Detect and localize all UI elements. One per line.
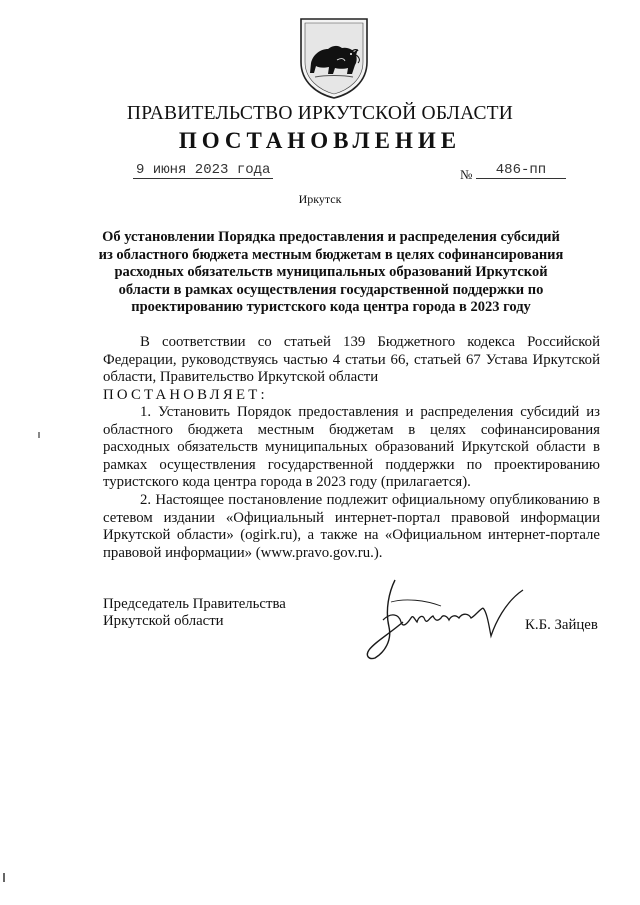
title-line: проектированию туристского кода центра города в 2023 году (131, 299, 531, 315)
number-sign: № (460, 167, 473, 182)
document-date: 9 июня 2023 года (133, 162, 273, 179)
signer-name: К.Б. Зайцев (525, 617, 598, 633)
signer-position (103, 596, 286, 630)
scan-mark (38, 432, 40, 438)
coat-of-arms-icon (297, 16, 371, 100)
document-title (98, 229, 564, 317)
government-name: ПРАВИТЕЛЬСТВО ИРКУТСКОЙ ОБЛАСТИ (126, 103, 514, 124)
title-line: расходных обязательств муниципальных образований Иркутской (114, 264, 548, 280)
resolves-heading: ПОСТАНОВЛЯЕТ: (103, 387, 268, 403)
title-line: из областного бюджета местным бюджетам в целях софинансирования (98, 246, 564, 263)
handwritten-signature (355, 572, 530, 662)
preamble-paragraph: В соответствии со статьей 139 Бюджетного кодекса Российской Федерации, руководствуясь частью 4 статьи 66, статьей 67 Устава Иркутской области, Правительство Иркутской области (103, 334, 600, 386)
item-2-paragraph: 2. Настоящее постановление подлежит официальному опубликованию в сетевом издании «Официальный интернет-портал правовой информации Иркутской области» (ogirk.ru), а также на «Официальном интернет-портале правовой информации» (www.pravo.gov.ru.). (103, 492, 600, 561)
signer-position-line: Иркутской области (103, 613, 224, 629)
signer-position-line: Председатель Правительства (103, 596, 286, 612)
document-number: 486-пп (476, 162, 566, 179)
item-1-paragraph: 1. Установить Порядок предоставления и распределения субсидий из областного бюджета местным бюджетам в целях софинансирования расходных обязательств муниципальных образований Иркутской области в рамках осуществления государственной поддержки по проектированию туристского кода центра города в 2023 году (прилагается). (103, 404, 600, 491)
document-city: Иркутск (298, 192, 342, 206)
scan-mark (3, 873, 5, 882)
title-line: области в рамках осуществления государственной поддержки по (118, 281, 544, 298)
document-type: ПОСТАНОВЛЕНИЕ (178, 128, 462, 153)
title-line: Об установлении Порядка предоставления и распределения субсидий (102, 229, 560, 245)
